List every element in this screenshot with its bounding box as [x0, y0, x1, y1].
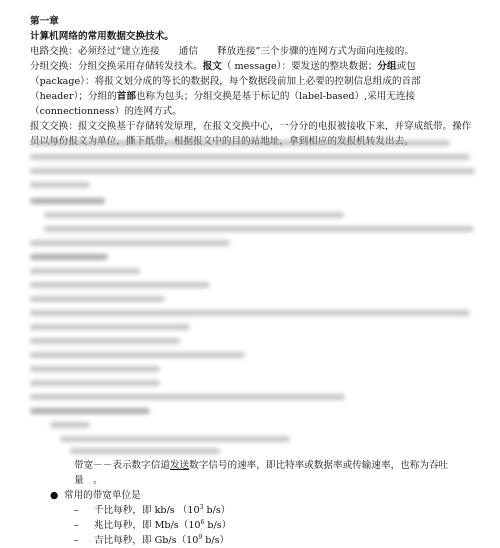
bandwidth-definition: [30, 458, 475, 488]
unit-item: [30, 533, 475, 548]
dash-icon: –: [74, 505, 79, 516]
topic-heading: 计算机网络的常用数据交换技术。: [30, 31, 174, 42]
bandwidth-text-1: 带宽－－表示数字信道: [74, 460, 170, 471]
packet-switching-paragraph: [30, 59, 475, 119]
unit-item: [30, 503, 475, 518]
unit-exponent: 3: [199, 503, 204, 511]
bandwidth-section: [30, 458, 475, 548]
units-heading-row: [30, 488, 475, 503]
unit-tail: b/s）: [202, 535, 230, 546]
packet-text-2: （ message）：要发送的整块数据；: [221, 61, 378, 72]
dash-icon: –: [74, 520, 79, 531]
unit-item: [30, 518, 475, 533]
packet-term: 分组: [377, 61, 397, 72]
packet-switching-label: 分组交换：: [30, 61, 78, 72]
unit-tail: b/s）: [203, 505, 231, 516]
blurred-content: [30, 140, 475, 458]
packet-text-4: 也称为包头；分组交换是基于标记的（label-based）,采用无连接（connectionness）的连网方式。: [30, 91, 416, 117]
message-switching-label: 报文交换：: [30, 121, 78, 132]
unit-tail: b/s）: [204, 520, 232, 531]
units-heading: 常用的带宽单位是: [64, 490, 141, 501]
packet-text-3: 或包（package）：将报文划分成的等长的数据段，每个数据段前加上必要的控制信息组成的首部（header）；分组的: [30, 61, 421, 102]
packet-text-1: 分组交换采用存储转发技术。: [77, 61, 203, 72]
unit-name: 千比每秒，即 kb/s （10: [94, 505, 200, 516]
bandwidth-text-2: 数字信号的速率，即比特率或数据率或传输速率，也称为吞吐量 。: [74, 460, 449, 486]
circuit-switching-label: 电路交换：: [30, 46, 78, 57]
message-switching-text: 报文交换基于存储转发原理，在报文交换中心，一分分的电报被接收下来，并穿成纸带。操作: [77, 121, 472, 132]
header-term: 首部: [116, 91, 136, 102]
sent-term: 发送: [169, 460, 190, 471]
unit-name: 兆比每秒，即 Mb/s（10: [94, 520, 201, 531]
unit-name: 吉比每秒，即 Gb/s（10: [94, 535, 199, 546]
circuit-switching-text: 必须经过“建立连接 通信 释放连接”三个步骤的连网方式为面向连接的。: [77, 46, 414, 57]
document-body: [30, 14, 475, 149]
bullet-icon: ●: [50, 490, 59, 501]
chapter-heading: 第一章: [30, 16, 59, 27]
dash-icon: –: [74, 535, 79, 546]
unit-exponent: 9: [198, 533, 203, 541]
message-term: 报文: [202, 61, 222, 72]
circuit-switching-paragraph: [30, 44, 475, 59]
unit-exponent: 6: [200, 518, 205, 526]
